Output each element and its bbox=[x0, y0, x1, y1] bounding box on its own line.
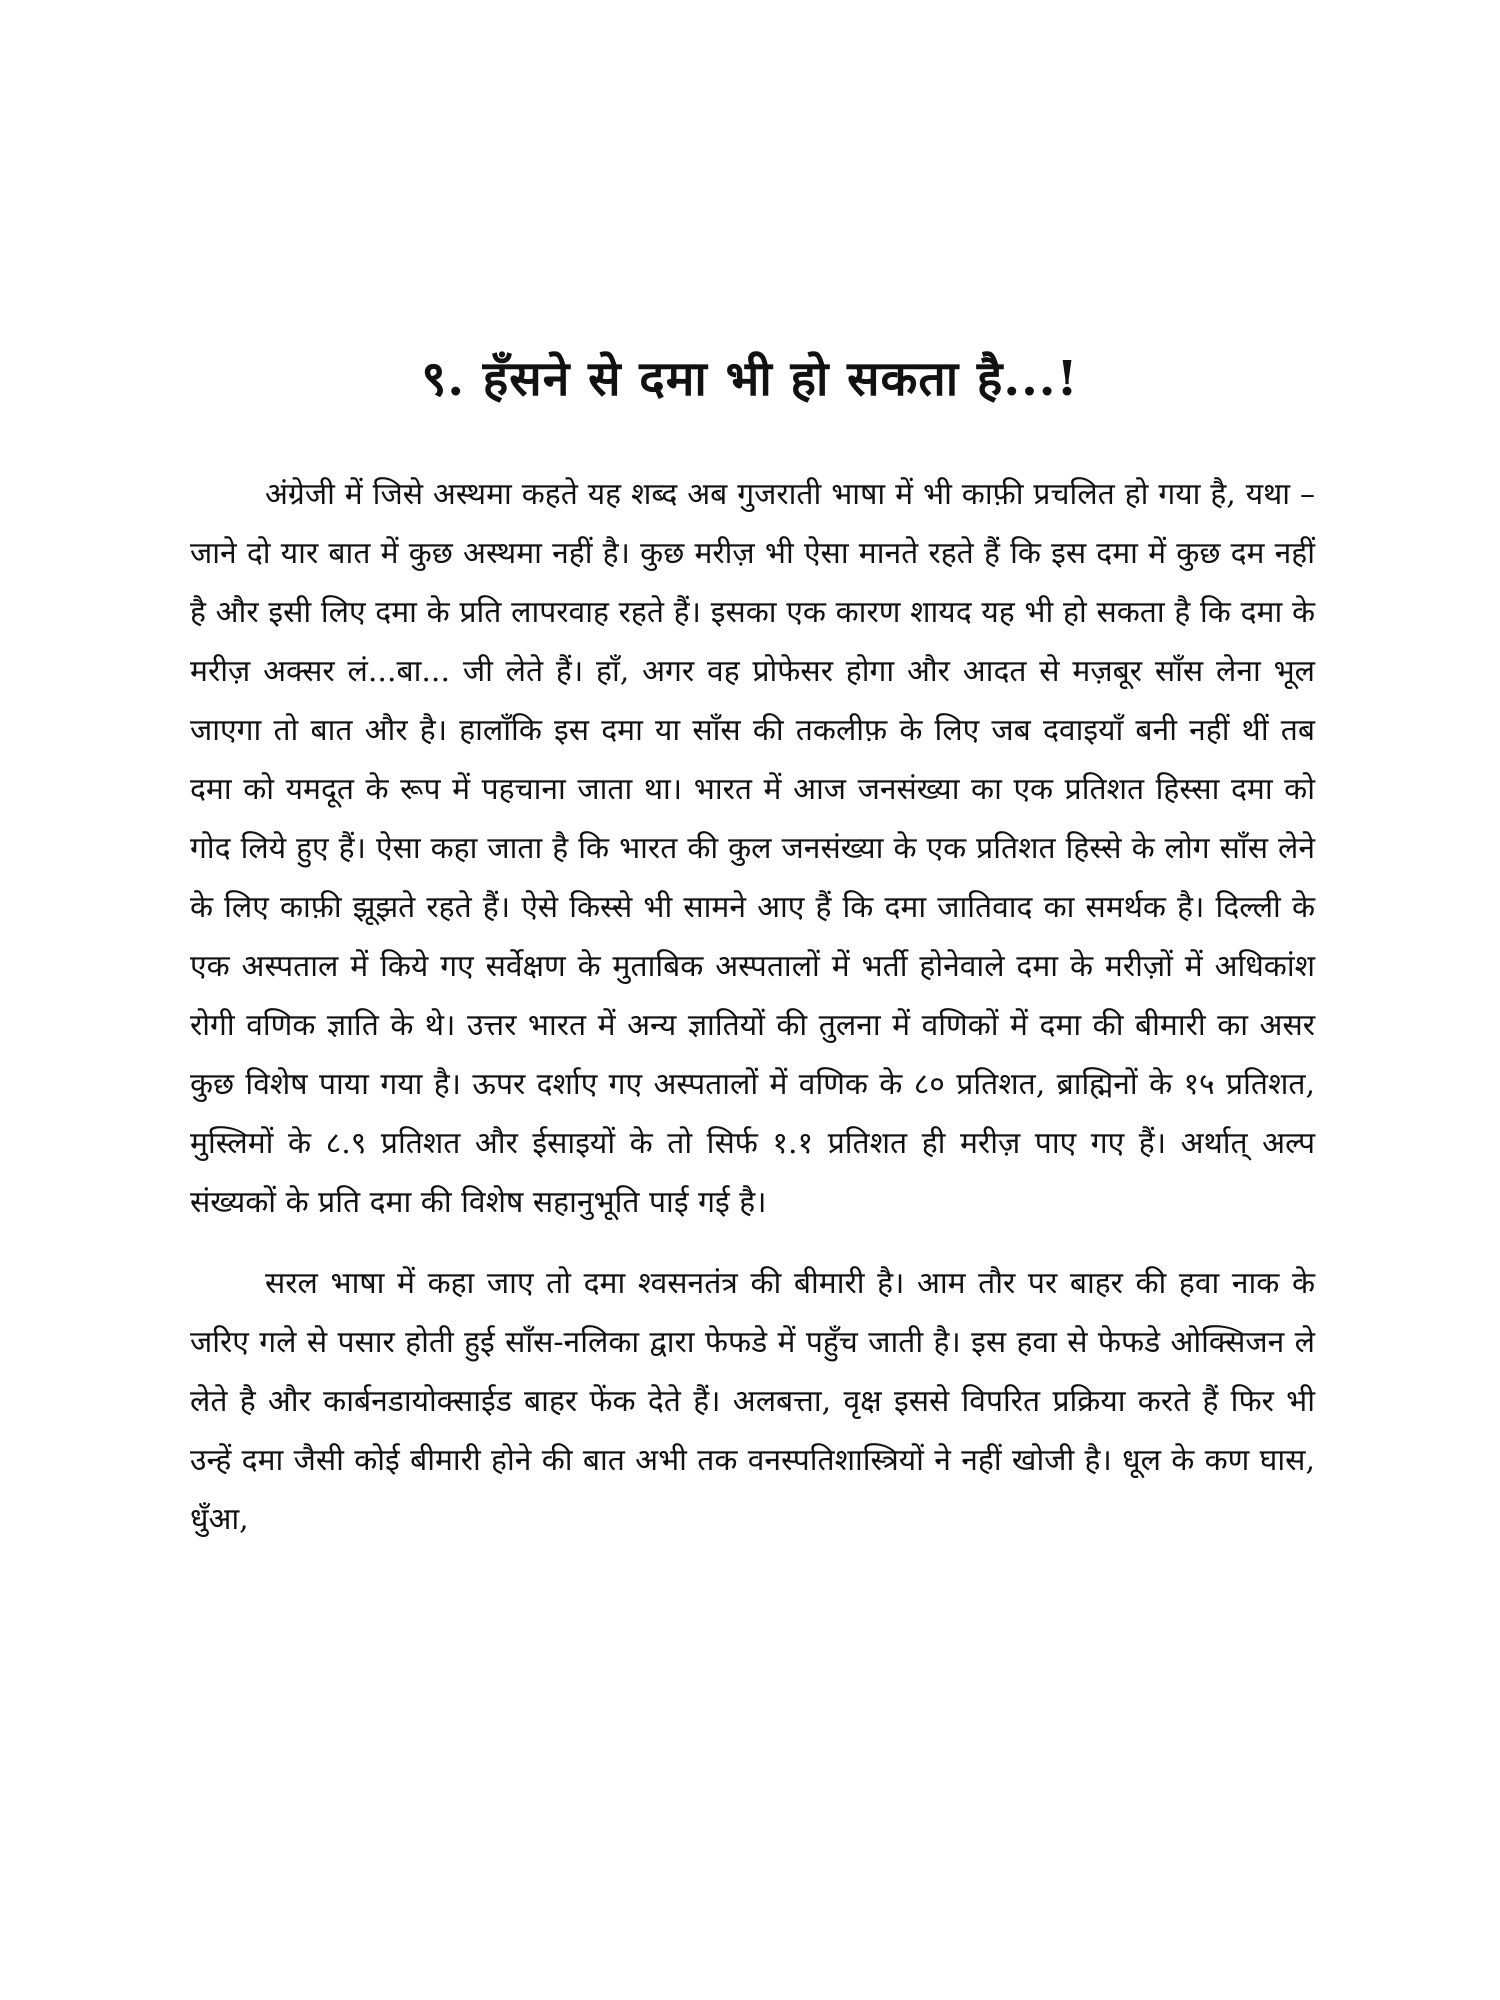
paragraph-1: अंग्रेजी में जिसे अस्थमा कहते यह शब्द अब गुजराती भाषा में भी काफ़ी प्रचलित हो गया है, यथा – जाने दो यार बात में कुछ अस्थमा नहीं है। कुछ मरीज़ भी ऐसा मानते रहते हैं कि इस दमा में कुछ दम नहीं है और इसी लिए दमा के प्रति लापरवाह रहते हैं। इसका एक कारण शायद यह भी हो सकता है कि दमा के मरीज़ अक्सर लं...बा... जी लेते हैं। हाँ, अगर वह प्रोफेसर होगा और आदत से मज़बूर साँस लेना भूल जाएगा तो बात और है। हालाँकि इस दमा या साँस की तकलीफ़ के लिए जब दवाइयाँ बनी नहीं थीं तब दमा को यमदूत के रूप में पहचाना जाता था। भारत में आज जनसंख्या का एक प्रतिशत हिस्सा दमा को गोद लिये हुए हैं। ऐसा कहा जाता है कि भारत की कुल जनसंख्या के एक प्रतिशत हिस्से के लोग साँस लेने के लिए काफ़ी झूझते रहते हैं। ऐसे किस्से भी सामने आए हैं कि दमा जातिवाद का समर्थक है। दिल्ली के एक अस्पताल में किये गए सर्वेक्षण के मुताबिक अस्पतालों में भर्ती होनेवाले दमा के मरीज़ों में अधिकांश रोगी वणिक ज्ञाति के थे। उत्तर भारत में अन्य ज्ञातियों की तुलना में वणिकों में दमा की बीमारी का असर कुछ विशेष पाया गया है। ऊपर दर्शाए गए अस्पतालों में वणिक के ८० प्रतिशत, ब्राह्मिनों के १५ प्रतिशत, मुस्लिमों के ८.९ प्रतिशत और ईसाइयों के तो सिर्फ १.१ प्रतिशत ही मरीज़ पाए गए हैं। अर्थात् अल्प संख्यकों के प्रति दमा की विशेष सहानुभूति पाई गई है। bbox=[190, 477, 1315, 1220]
chapter-title: ९. हँसने से दमा भी हो सकता है...! bbox=[421, 351, 1079, 407]
paragraph-2: सरल भाषा में कहा जाए तो दमा श्वसनतंत्र की बीमारी है। आम तौर पर बाहर की हवा नाक के जरिए गले से पसार होती हुई साँस-नलिका द्वारा फेफडे में पहुँच जाती है। इस हवा से फेफडे ओक्सिजन ले लेते है और कार्बनडायोक्साईड बाहर फेंक देते हैं। अलबत्ता, वृक्ष इससे विपरित प्रक्रिया करते हैं फिर भी उन्हें दमा जैसी कोई बीमारी होने की बात अभी तक वनस्पतिशास्त्रियों ने नहीं खोजी है। धूल के कण घास, धुँआ, bbox=[190, 1266, 1315, 1537]
chapter-body bbox=[190, 465, 1315, 1549]
